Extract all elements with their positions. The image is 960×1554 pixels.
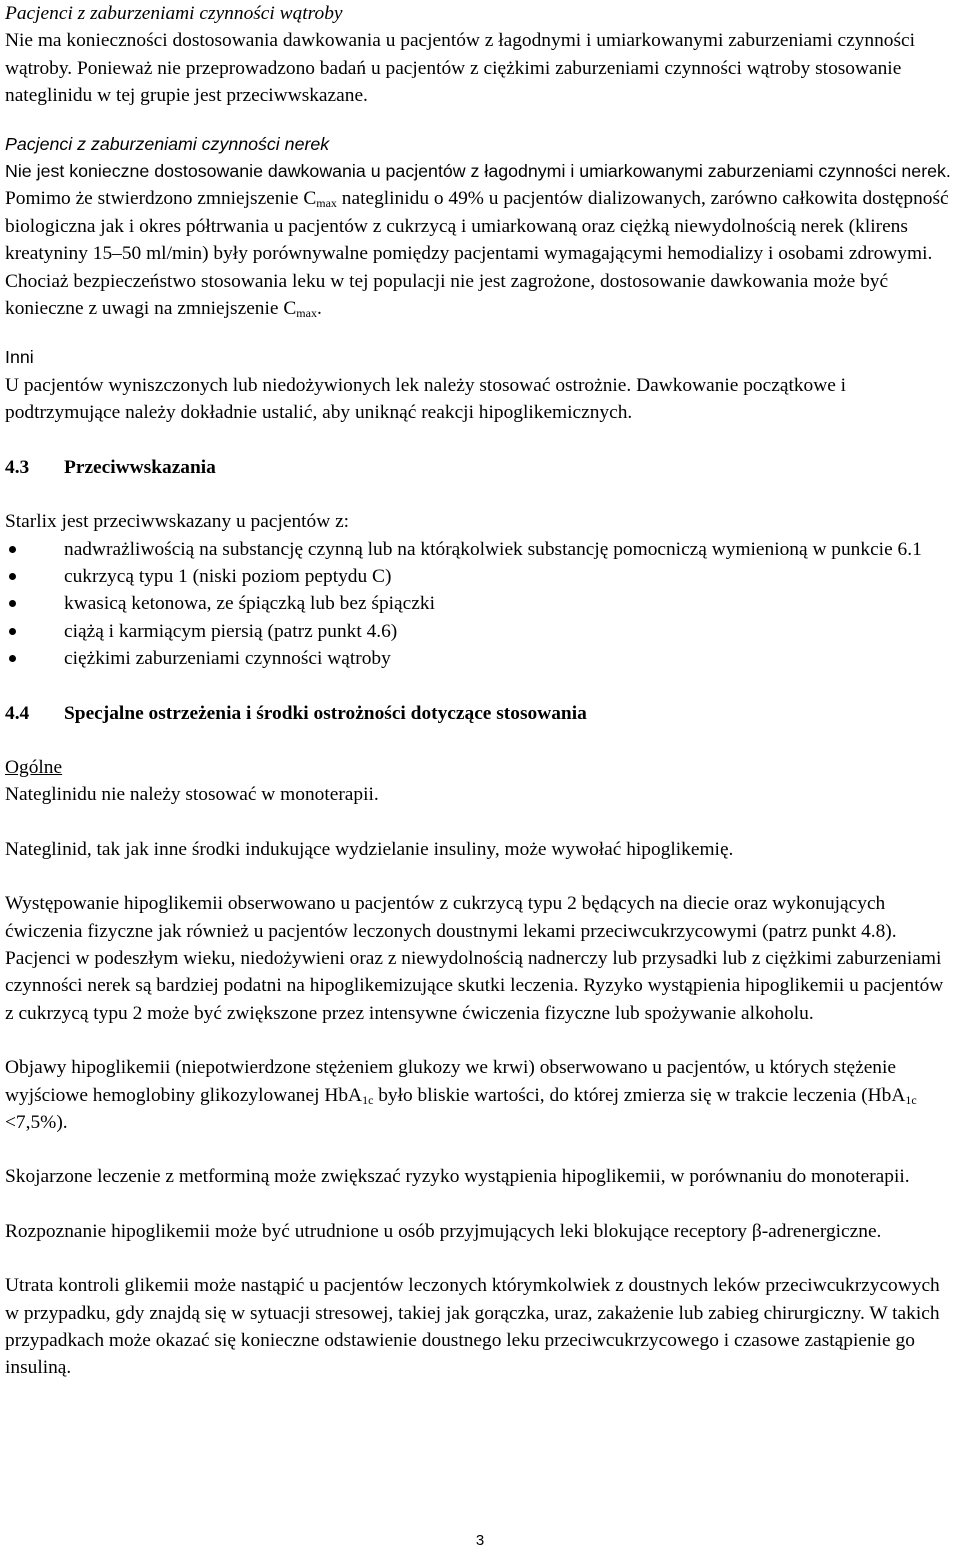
paragraph: Nateglinid, tak jak inne środki indukujące wydzielanie insuliny, może wywołać hipoglikemię. — [5, 838, 734, 860]
bullet-icon — [9, 573, 16, 580]
contraindications-list — [5, 536, 956, 673]
bullet-icon — [9, 600, 16, 607]
section-4-3-heading: 4.3 Przeciwwskazania — [5, 456, 216, 478]
paragraph: Utrata kontroli glikemii może nastąpić u pacjentów leczonych którymkolwiek z doustnych leków przeciwcukrzycowych w przypadku, gdy znajdą się w sytuacji stresowej, takiej jak gorączka, uraz, zakażenie lub zabieg chirurgiczny. W takich przypadkach może okazać się konieczne odstawienie doustnego leku przeciwcukrzycowego i czasowe zastąpienie go insuliną. — [5, 1275, 940, 1379]
bullet-icon — [9, 655, 16, 662]
contraindications-intro: Starlix jest przeciwwskazany u pacjentów z: — [5, 511, 350, 533]
hepatic-text: Nie ma konieczności dostosowania dawkowania u pacjentów z łagodnymi i umiarkowanymi zaburzeniami czynności wątroby. Ponieważ nie przeprowadzono badań u pacjentów z ciężkimi zaburzeniami czynności wątroby stosowanie nateglinidu w tej grupie jest przeciwwskazane. — [5, 30, 916, 107]
other-title: Inni — [5, 347, 34, 368]
list-item: nadwrażliwością na substancję czynną lub na którąkolwiek substancję pomocniczą wymienioną w punkcie 6.1 — [5, 536, 956, 563]
renal-title: Pacjenci z zaburzeniami czynności nerek — [5, 133, 330, 154]
list-item: kwasicą ketonowa, ze śpiączką lub bez śpiączki — [5, 590, 956, 617]
section-4-4-heading: 4.4 Specjalne ostrzeżenia i środki ostrożności dotyczące stosowania — [5, 702, 587, 724]
paragraph: Nateglinidu nie należy stosować w monoterapii. — [5, 784, 379, 806]
page-number: 3 — [475, 1532, 485, 1549]
list-item: cukrzycą typu 1 (niski poziom peptydu C) — [5, 563, 956, 590]
general-subheading: Ogólne — [5, 756, 63, 778]
list-item: ciężkimi zaburzeniami czynności wątroby — [5, 645, 956, 672]
paragraph: Objawy hipoglikemii (niepotwierdzone stężeniem glukozy we krwi) obserwowano u pacjentów, u których stężenie wyjściowe hemoglobiny glikozylowanej HbA$_{1c}$ było bliskie wartości, do której zmierza się w trakcie leczenia (HbA$_{1c}$ <7,5%). — [5, 1057, 917, 1133]
renal-text: Nie jest konieczne dostosowanie dawkowania u pacjentów z łagodnymi i umiarkowanymi zaburzeniami czynności nerek. Pomimo że stwierdzono zmniejszenie $C_{max}$ nateglinidu o 49% u pacjentów dializowanych, zarówno całkowita dostępność biologiczna jak i okres półtrwania u pacjentów z cukrzycą i umiarkowaną oraz ciężką niewydolnością nerek (klirens kreatyniny 15–50 ml/min) były porównywalne pomiędzy pacjentami wymagającymi hemodializy i osobami zdrowymi. Chociaż bezpieczeństwo stosowania leku w tej populacji nie jest zagrożone, dostosowanie dawkowania może być konieczne z uwagi na zmniejszenie $C_{max}$. — [5, 161, 951, 321]
paragraph: Rozpoznanie hipoglikemii może być utrudnione u osób przyjmujących leki blokujące receptory β-adrenergiczne. — [5, 1220, 882, 1242]
list-item: ciążą i karmiącym piersią (patrz punkt 4.6) — [5, 618, 956, 645]
bullet-icon — [9, 546, 16, 553]
other-text: U pacjentów wyniszczonych lub niedożywionych lek należy stosować ostrożnie. Dawkowanie początkowe i podtrzymujące należy dokładnie ustalić, aby uniknąć reakcji hipoglikemicznych. — [5, 374, 847, 424]
paragraph: Występowanie hipoglikemii obserwowano u pacjentów z cukrzycą typu 2 będących na diecie oraz wykonujących ćwiczenia fizyczne jak również u pacjentów leczonych doustnymi lekami przeciwcukrzycowymi (patrz punkt 4.8). Pacjenci w podeszłym wieku, niedożywieni oraz z niewydolnością nadnerczy lub przysadki lub z ciężkimi zaburzeniami czynności nerek są bardziej podatni na hipoglikemizujące skutki leczenia. Ryzyko wystąpienia hipoglikemii u pacjentów z cukrzycą typu 2 może być zwiększone przez intensywne ćwiczenia fizyczne lub spożywanie alkoholu. — [5, 893, 944, 1024]
paragraph: Skojarzone leczenie z metforminą może zwiększać ryzyko wystąpienia hipoglikemii, w porównaniu do monoterapii. — [5, 1166, 910, 1188]
bullet-icon — [9, 628, 16, 635]
hepatic-title: Pacjenci z zaburzeniami czynności wątroby — [5, 3, 343, 24]
